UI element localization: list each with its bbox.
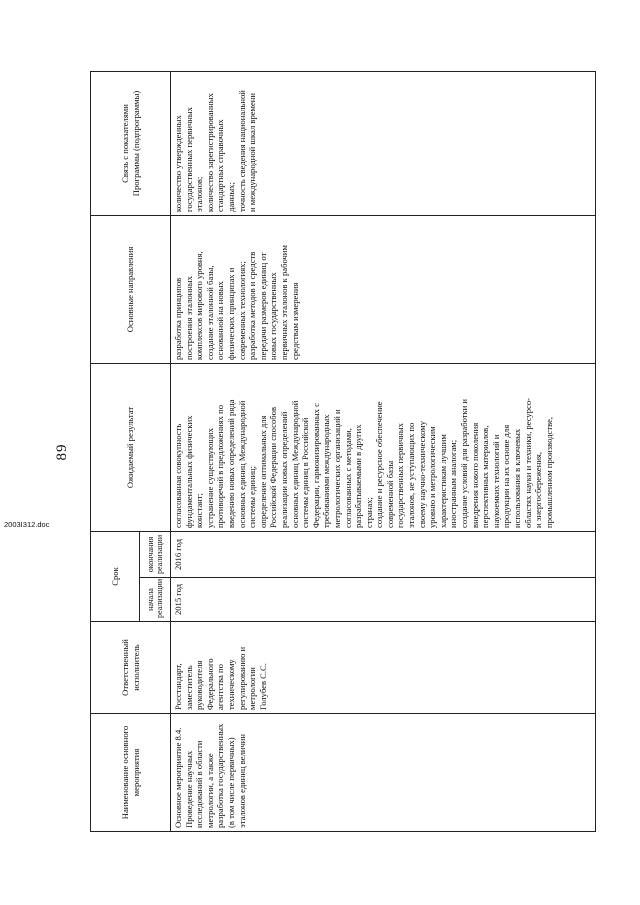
text-line: построения эталонных: [183, 276, 194, 360]
text-line: государственных первичных: [395, 423, 406, 528]
measure-text: [173, 717, 247, 828]
text-line: разработка методов и средств: [247, 251, 258, 360]
text-line: устранение существующих: [204, 428, 215, 528]
text-line: согласованная совокупность: [173, 423, 183, 528]
header-measure: [91, 714, 171, 832]
text-line: Основное мероприятие 8.4.: [173, 727, 183, 828]
text-line: реализации: [155, 578, 164, 618]
text-line: противоречий в предложениях по: [215, 405, 226, 528]
text-line: основных единиц Международной: [236, 400, 247, 528]
text-line: физических принципах и: [225, 267, 236, 360]
text-line: определение оптимальных для: [257, 415, 268, 528]
measures-table: [90, 71, 596, 832]
header-executor-text: [120, 625, 141, 710]
text-line: средствам измерения: [289, 282, 300, 360]
text-line: основных единиц Международной: [289, 400, 300, 528]
text-line: метрологических организаций и: [331, 409, 342, 528]
header-indicators: [91, 71, 171, 215]
text-line: разрабатываемыми в других: [353, 424, 364, 528]
text-line: основанной на новых: [215, 281, 226, 360]
text-line: системы единиц;: [247, 465, 258, 528]
text-line: Наименование основного: [119, 725, 130, 820]
text-line: использования в ключевых: [512, 428, 522, 528]
text-line: промышленном производстве,: [543, 416, 554, 528]
cell-executor: [171, 622, 596, 714]
text-line: агентства по: [215, 664, 226, 710]
text-line: и энергосбережения,: [533, 451, 544, 528]
text-line: первичных эталонов к рабочим: [278, 245, 289, 360]
cell-indicators: [171, 71, 596, 215]
header-term: Срок: [91, 531, 140, 621]
text-line: характеристикам лучшим: [437, 434, 448, 528]
text-line: эталонов единиц величин: [236, 734, 247, 828]
header-end: [140, 531, 171, 577]
text-line: руководителя: [194, 660, 205, 710]
header-measure-text: [120, 717, 141, 828]
text-line: создание эталонной базы,: [204, 265, 215, 360]
table-header-row: [91, 71, 140, 831]
indicators-text: [173, 75, 258, 212]
text-line: иностранным аналогам;: [448, 439, 459, 528]
executor-text: [173, 625, 268, 710]
text-line: своему научно-техническому: [416, 420, 427, 528]
text-line: областях науки и техники, ресурсо-: [522, 398, 533, 528]
text-line: Российской Федерации способов: [268, 406, 279, 528]
text-line: требованиями международных: [321, 414, 332, 528]
text-line: и международной шкал времени: [247, 92, 258, 212]
text-line: Федерации, гармонизированных с: [310, 403, 321, 528]
text-line: регулированию и: [236, 646, 247, 710]
text-line: количество утвержденных: [173, 115, 183, 212]
header-directions: Основные направления: [91, 215, 171, 363]
cell-end: 2016 год: [171, 531, 596, 577]
cell-start: 2015 год: [171, 578, 596, 622]
text-line: реализации новых определений: [278, 411, 289, 528]
directions-text: [173, 219, 300, 360]
text-line: Федерального: [204, 658, 215, 710]
text-line: разработка принципов: [173, 277, 183, 360]
text-line: современных технологиях;: [236, 261, 247, 360]
header-result: Ожидаемый результат: [91, 363, 171, 531]
text-line: техническому: [225, 659, 236, 710]
text-line: создание и ресурсное обеспечение: [374, 401, 385, 528]
cell-measure: [171, 714, 596, 832]
text-line: Ответственный: [119, 639, 130, 696]
text-line: фундаментальных физических: [183, 415, 194, 528]
text-line: метрологии: [247, 667, 258, 710]
text-line: Росстандарт,: [173, 663, 183, 710]
cell-directions: [171, 215, 596, 363]
header-end-text: [146, 535, 165, 574]
text-line: создание условий для разработки и: [459, 398, 470, 528]
text-line: Связь с показателями: [119, 104, 130, 183]
file-code: 2003I312.doc: [4, 520, 50, 529]
header-executor: [91, 622, 171, 714]
result-text: [173, 367, 554, 528]
text-line: новых государственных: [268, 272, 279, 360]
text-line: начала: [145, 588, 155, 611]
text-line: внедрения нового поколения: [469, 422, 480, 528]
text-line: эталонов, не уступающих по: [406, 422, 417, 528]
table-row: [171, 71, 596, 831]
text-line: Программы (подпрограммы): [130, 90, 141, 197]
text-line: констант;: [194, 493, 205, 528]
page-number: 89: [54, 443, 70, 461]
header-indicators-text: [120, 75, 141, 212]
text-line: разработка государственных: [215, 723, 226, 828]
text-line: передачи размеров единиц от: [257, 252, 268, 360]
text-line: заместитель: [183, 665, 194, 710]
cell-result: [171, 363, 596, 531]
text-line: современной базы: [384, 460, 395, 528]
text-line: метрологии, а также: [204, 753, 215, 828]
text-line: Проведение научных: [183, 750, 194, 828]
text-line: (в том числе первичных): [225, 737, 236, 828]
text-line: странах;: [363, 497, 374, 528]
text-line: согласованных с методами,: [342, 428, 353, 528]
rotated-sheet: [50, 72, 590, 832]
text-line: окончания: [145, 536, 155, 573]
text-line: точность сведения национальной: [236, 90, 247, 212]
text-line: наукоемких технологий и: [490, 434, 501, 528]
text-line: данных;: [225, 182, 236, 212]
text-line: количество зарегистрированных: [204, 93, 215, 212]
text-line: государственных первичных: [183, 107, 194, 212]
text-line: мероприятия: [130, 748, 141, 797]
text-line: введению новых определений ряда: [225, 399, 236, 528]
text-line: эталонов;: [194, 176, 205, 212]
text-line: стандартных справочных: [215, 119, 226, 212]
text-line: Голубев С.С.: [257, 663, 268, 710]
header-start-text: [145, 578, 165, 618]
text-line: исполнитель: [130, 644, 141, 691]
text-line: реализации: [155, 534, 164, 574]
text-line: перспективных материалов,: [480, 425, 491, 528]
header-start: [140, 578, 171, 622]
text-line: системы единиц в Российской: [300, 417, 311, 528]
text-line: исследований в области: [194, 740, 205, 828]
text-line: продукции на их основе для: [501, 424, 512, 528]
text-line: комплексов мирового уровня,: [194, 251, 205, 360]
text-line: уровню и метрологическим: [427, 426, 438, 528]
